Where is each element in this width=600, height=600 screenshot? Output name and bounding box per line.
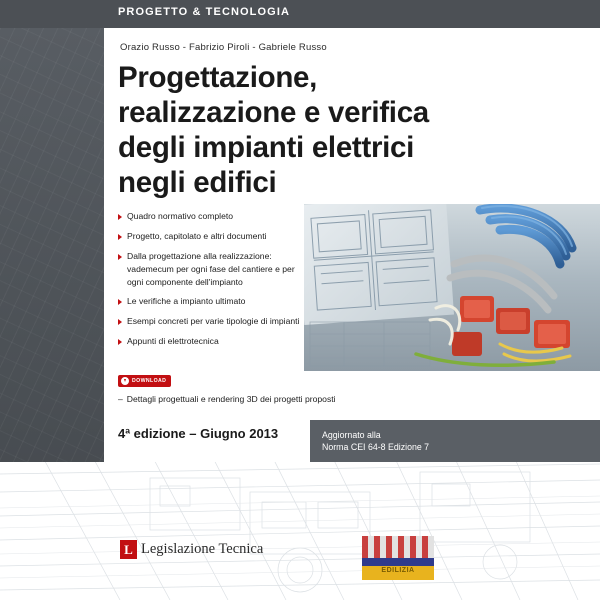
emblem-label: EDILIZIA xyxy=(381,567,415,574)
list-item: Dalla progettazione alla realizzazione: vademecum per ogni fase del cantiere e per ogni componente dell'impianto xyxy=(118,250,308,289)
series-band xyxy=(0,0,600,28)
publisher-name: Legislazione Tecnica xyxy=(141,541,264,557)
series-badge-label: PROGETTO & TECNOLOGIA xyxy=(118,6,291,18)
cover-photo-electrical-installation xyxy=(304,204,600,371)
authors-line: Orazio Russo - Fabrizio Piroli - Gabriele Russo xyxy=(120,42,327,53)
list-item: Appunti di elettrotecnica xyxy=(118,335,308,348)
info-line-1: Aggiornato alla xyxy=(322,430,381,440)
download-note-dash: – xyxy=(118,394,123,404)
download-badge xyxy=(118,375,171,387)
title-line-1: Progettazione, xyxy=(118,61,318,94)
edilizia-emblem xyxy=(362,536,434,584)
download-note-text: Dettagli progettuali e rendering 3D dei progetti proposti xyxy=(126,394,336,404)
download-row xyxy=(118,375,588,391)
emblem-stripes xyxy=(362,536,434,558)
title-line-4: negli edifici xyxy=(118,166,277,200)
book-title xyxy=(118,60,558,200)
download-note xyxy=(118,394,578,404)
publisher-logo xyxy=(120,540,263,559)
feature-bullet-list xyxy=(118,210,308,355)
title-line-3: degli impianti elettrici xyxy=(118,131,415,165)
bottom-blueprint-band xyxy=(0,462,600,600)
list-item: Le verifiche a impianto ultimato xyxy=(118,295,308,308)
emblem-blue-bar xyxy=(362,558,434,566)
title-line-2: realizzazione e verifica xyxy=(118,96,429,130)
edition-label: 4ª edizione – Giugno 2013 xyxy=(118,426,279,441)
list-item: Quadro normativo completo xyxy=(118,210,308,223)
list-item: Esempi concreti per varie tipologie di impianti xyxy=(118,315,308,328)
info-line-2: Norma CEI 64-8 Edizione 7 xyxy=(322,442,430,453)
list-item: Progetto, capitolato e altri documenti xyxy=(118,230,308,243)
download-badge-label: DOWNLOAD xyxy=(132,378,167,384)
publisher-mark-icon: L xyxy=(120,540,137,559)
download-icon xyxy=(121,377,129,385)
